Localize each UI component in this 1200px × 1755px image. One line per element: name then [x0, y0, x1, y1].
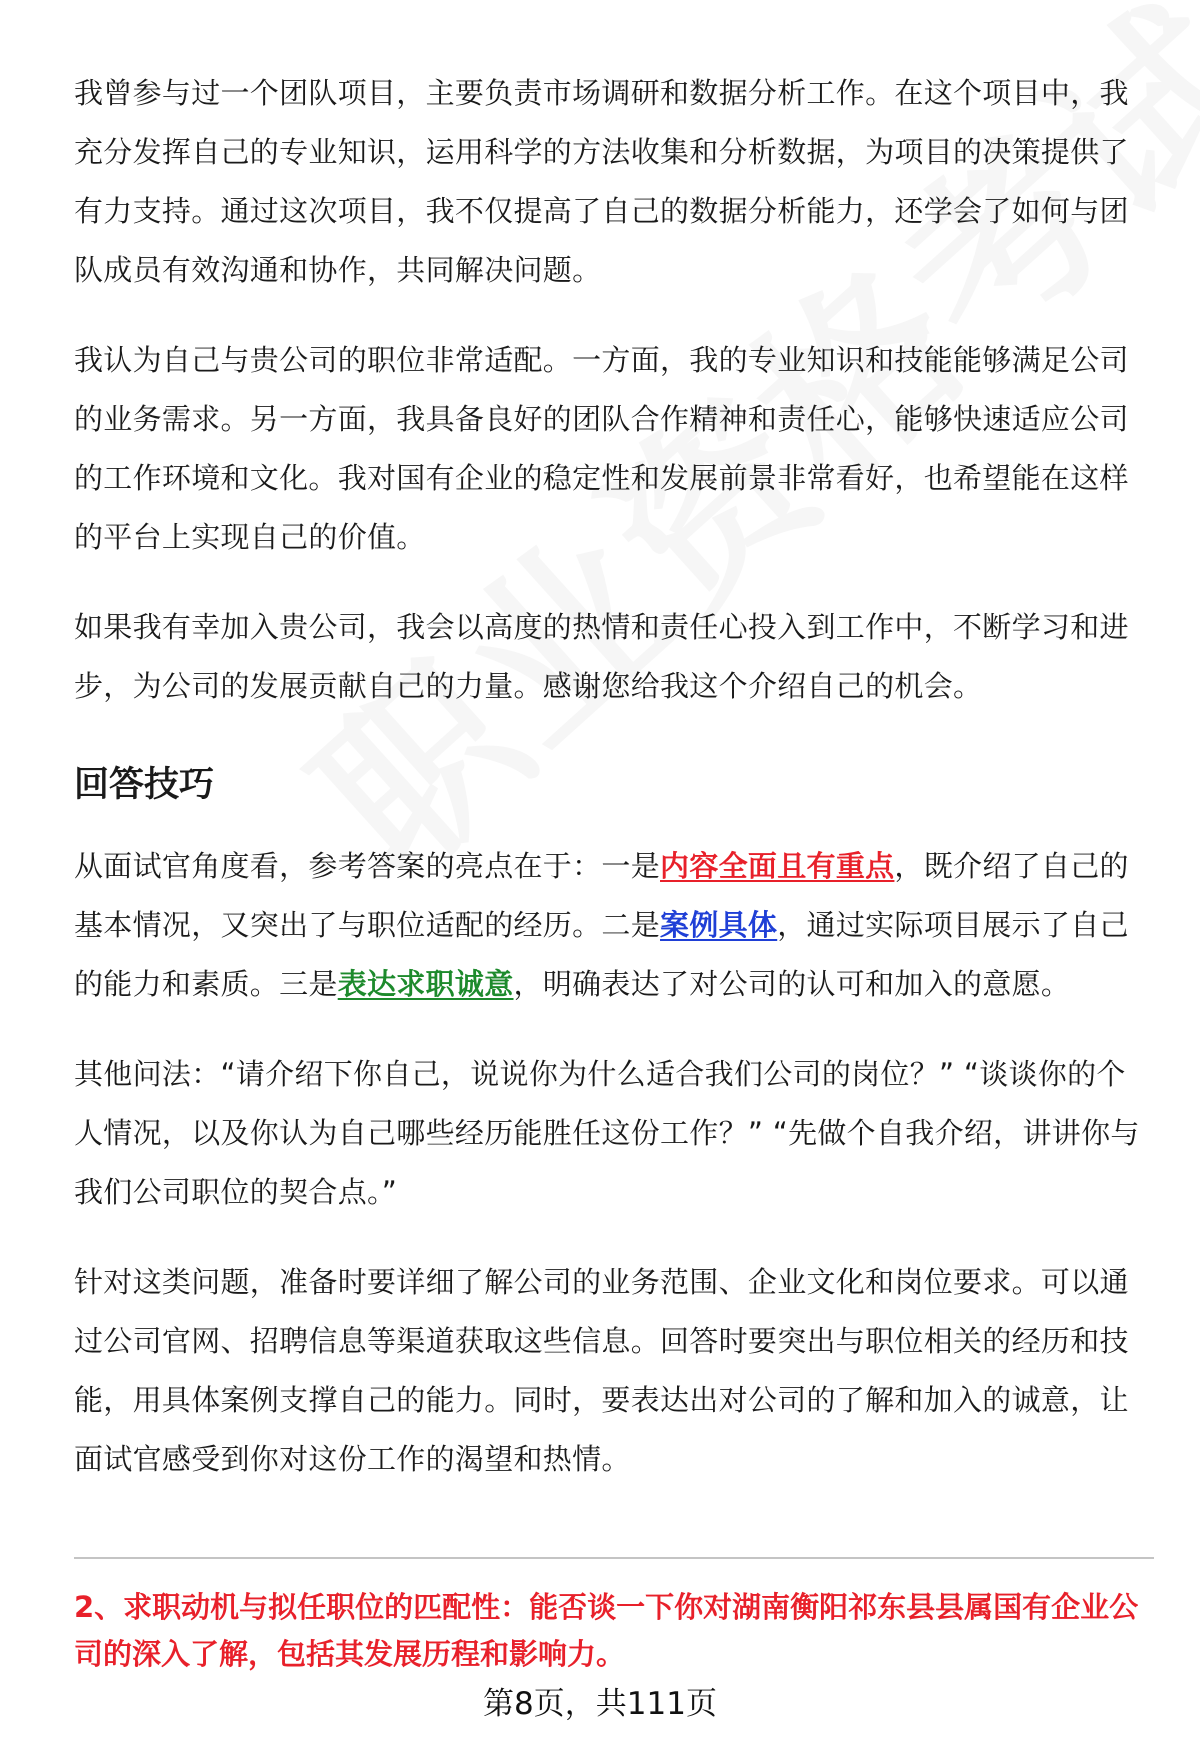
tips-mid-text-2: ，通过实际项目展示了自己的能力和素质。三是: [74, 908, 1129, 1001]
tips-intro-text: 从面试官角度看，参考答案的亮点在于：一是: [74, 849, 661, 883]
highlight-comprehensive: 内容全面且有重点: [660, 849, 895, 883]
tips-mid-text-1: ，既介绍了自己的基本情况，又突出了与职位适配的经历。二是: [74, 849, 1129, 942]
page-content: [74, 64, 1154, 1520]
page-number: 第8页，共111页: [483, 1686, 717, 1722]
answer-paragraph-2: 我认为自己与贵公司的职位非常适配。一方面，我的专业知识和技能能够满足公司的业务需求。另一方面，我具备良好的团队合作精神和责任心，能够快速适应公司的工作环境和文化。我对国有企业的稳定性和发展前景非常看好，也希望能在这样的平台上实现自己的价值。: [74, 343, 1129, 554]
highlight-sincerity: 表达求职诚意: [337, 967, 514, 1001]
other-questions-paragraph: 其他问法：“请介绍下你自己，说说你为什么适合我们公司的岗位？” “谈谈你的个人情况，以及你认为自己哪些经历能胜任这份工作？” “先做个自我介绍，讲讲你与我们公司职位的契合点。”: [74, 1057, 1140, 1209]
answer-paragraph-1: 我曾参与过一个团队项目，主要负责市场调研和数据分析工作。在这个项目中，我充分发挥自己的专业知识，运用科学的方法收集和分析数据，为项目的决策提供了有力支持。通过这次项目，我不仅提高了自己的数据分析能力，还学会了如何与团队成员有效沟通和协作，共同解决问题。: [74, 76, 1129, 287]
tips-highlights-paragraph: [74, 837, 1154, 1014]
answer-paragraph-3: 如果我有幸加入贵公司，我会以高度的热情和责任心投入到工作中，不断学习和进步，为公司的发展贡献自己的力量。感谢您给我这个介绍自己的机会。: [74, 610, 1129, 703]
section-heading-tips: 回答技巧: [74, 765, 215, 805]
tips-suffix-text: ，明确表达了对公司的认可和加入的意愿。: [513, 967, 1071, 1001]
highlight-specific-cases: 案例具体: [660, 908, 778, 942]
next-question-title: 2、求职动机与拟任职位的匹配性：能否谈一下你对湖南衡阳祁东县县属国有企业公司的深入了解，包括其发展历程和影响力。: [74, 1590, 1139, 1671]
advice-paragraph: 针对这类问题，准备时要详细了解公司的业务范围、企业文化和岗位要求。可以通过公司官网、招聘信息等渠道获取这些信息。回答时要突出与职位相关的经历和技能，用具体案例支撑自己的能力。同时，要表达出对公司的了解和加入的诚意，让面试官感受到你对这份工作的渴望和热情。: [74, 1265, 1129, 1476]
section-divider: [74, 1557, 1154, 1559]
